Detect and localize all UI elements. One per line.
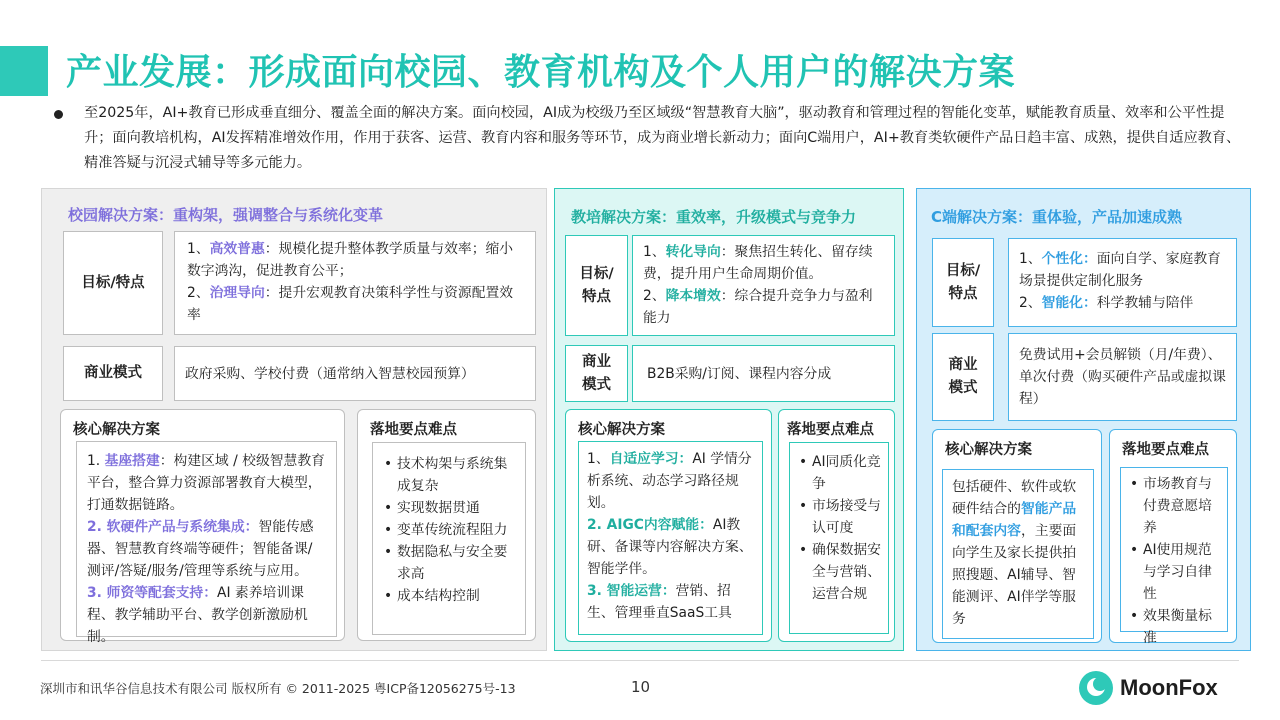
training-core-3-highlight: 3. 智能运营： <box>587 583 676 599</box>
campus-goal-2-text: ：提升宏观教育决策科学性与资源配置效率 <box>187 285 514 323</box>
bullet-icon <box>54 110 63 119</box>
moonfox-logo <box>1078 670 1218 706</box>
campus-core-1-prefix: 1. <box>87 453 105 469</box>
consumer-biz-text: 免费试用+会员解锁（月/年费）、单次付费（购买硬件产品或虚拟课程） <box>1008 333 1237 421</box>
training-goal-2-highlight: 降本增效 <box>665 288 721 304</box>
training-goal-label: 目标/特点 <box>565 235 628 336</box>
consumer-core-title: 核心解决方案 <box>945 442 1032 458</box>
training-core-title: 核心解决方案 <box>578 422 665 438</box>
campus-core-3-text: AI 素养培训课程、教学辅助平台、教学创新激励机制。 <box>87 585 308 645</box>
consumer-goal-1-prefix: 1、 <box>1019 251 1042 267</box>
campus-core-2-highlight: 2. 软硬件产品与系统集成： <box>87 519 259 535</box>
campus-solution-column <box>41 188 547 651</box>
consumer-goal-2-highlight: 智能化： <box>1041 295 1097 311</box>
page-number: 10 <box>631 678 651 696</box>
brand-name: MoonFox <box>1120 675 1218 700</box>
consumer-core-box <box>942 469 1094 639</box>
campus-goal-1-prefix: 1、 <box>187 241 210 257</box>
consumer-heading: C端解决方案：重体验，产品加速成熟 <box>931 208 1183 226</box>
title-accent-bar <box>0 46 48 96</box>
campus-difficulty-item: • 技术构架与系统集成复杂 <box>381 453 517 497</box>
campus-difficulty-item: • 实现数据贯通 <box>381 497 517 519</box>
training-core-1-prefix: 1、 <box>587 451 610 467</box>
training-goal-1-highlight: 转化导向 <box>665 244 721 260</box>
consumer-difficulty-title: 落地要点难点 <box>1122 442 1209 458</box>
campus-goal-2-prefix: 2、 <box>187 285 210 301</box>
training-difficulty-item: • 市场接受与认可度 <box>796 495 882 539</box>
campus-biz-text: 政府采购、学校付费（通常纳入智慧校园预算） <box>174 346 536 401</box>
training-goal-2-text: ：综合提升竞争力与盈利能力 <box>643 288 873 326</box>
consumer-goal-2-text: 科学教辅与陪伴 <box>1096 295 1194 311</box>
training-core-panel <box>565 409 772 642</box>
training-heading: 教培解决方案：重效率，升级模式与竞争力 <box>571 208 857 226</box>
campus-difficulty-box <box>372 442 526 635</box>
consumer-goal-1-text: 面向自学、家庭教育场景提供定制化服务 <box>1019 251 1221 289</box>
training-goal-text <box>632 235 895 336</box>
footer-divider <box>41 660 1239 661</box>
campus-heading: 校园解决方案：重构架，强调整合与系统化变革 <box>68 206 384 224</box>
training-difficulty-box <box>789 442 889 634</box>
training-core-1-text: AI 学情分析系统、动态学习路径规划。 <box>587 451 752 511</box>
campus-difficulty-item: • 成本结构控制 <box>381 585 517 607</box>
consumer-goal-2-prefix: 2、 <box>1019 295 1042 311</box>
campus-goal-text <box>174 231 536 335</box>
consumer-difficulty-box <box>1120 467 1228 646</box>
consumer-solution-column <box>916 188 1251 651</box>
consumer-difficulty-item: • 市场教育与付费意愿培养 <box>1127 473 1221 539</box>
campus-difficulty-title: 落地要点难点 <box>370 422 457 438</box>
training-core-2-text: AI教研、备课等内容解决方案、智能学伴。 <box>587 517 753 577</box>
consumer-goal-label: 目标/特点 <box>932 238 994 327</box>
copyright-text: 深圳市和讯华谷信息技术有限公司 版权所有 © 2011-2025 粤ICP备12056275号-13 <box>40 681 516 696</box>
campus-goal-1-text: ：规模化提升整体教学质量与效率；缩小数字鸿沟，促进教育公平； <box>187 241 514 279</box>
consumer-goal-text <box>1008 238 1237 327</box>
consumer-core-text-1: 包括硬件、软件或软硬件结合的 <box>952 479 1077 517</box>
campus-goal-1-highlight: 高效普惠 <box>209 241 265 257</box>
training-core-box <box>578 441 763 635</box>
training-goal-1-prefix: 1、 <box>643 244 666 260</box>
consumer-difficulty-item: • AI使用规范与学习自律性 <box>1127 539 1221 605</box>
campus-core-panel <box>60 409 345 645</box>
training-goal-1-text: ：聚焦招生转化、留存续费，提升用户生命周期价值。 <box>643 244 873 282</box>
training-difficulty-item: • AI同质化竞争 <box>796 451 882 495</box>
page-title: 产业发展：形成面向校园、教育机构及个人用户的解决方案 <box>66 52 1016 93</box>
training-goal-2-prefix: 2、 <box>643 288 666 304</box>
campus-core-3-highlight: 3. 师资等配套支持： <box>87 585 218 601</box>
training-biz-label: 商业模式 <box>565 345 628 402</box>
training-biz-text: B2B采购/订阅、课程内容分成 <box>632 345 895 402</box>
consumer-core-panel <box>932 429 1102 643</box>
intro-paragraph: 至2025年，AI+教育已形成垂直细分、覆盖全面的解决方案。面向校园，AI成为校级乃至区域级“智慧教育大脑”，驱动教育和管理过程的智能化变革，赋能教育质量、效率和公平性提升；面向教培机构，AI发挥精准增效作用，作用于获客、运营、教育内容和服务等环节，成为商业增长新动力；面向C端用户，AI+教育类软硬件产品日趋丰富、成熟，提供自适应教育、精准答疑与沉浸式辅导等多元能力。 <box>84 105 1241 171</box>
consumer-core-highlight: 智能产品和配套内容 <box>952 501 1077 539</box>
moonfox-logo-icon <box>1078 670 1114 706</box>
consumer-core-text-2: ，主要面向学生及家长提供拍照搜题、AI辅导、智能测评、AI伴学等服务 <box>952 523 1077 627</box>
campus-difficulty-panel <box>357 409 536 641</box>
consumer-goal-1-highlight: 个性化： <box>1041 251 1097 267</box>
training-core-2-highlight: 2. AIGC内容赋能： <box>587 517 713 533</box>
campus-difficulty-item: • 变革传统流程阻力 <box>381 519 517 541</box>
campus-core-1-highlight: 基座搭建 <box>104 453 160 469</box>
training-core-1-highlight: 自适应学习： <box>609 451 693 467</box>
campus-core-2-text: 智能传感器、智慧教育终端等硬件；智能备课/测评/答疑/服务/管理等系统与应用。 <box>87 519 314 579</box>
campus-goal-label: 目标/特点 <box>63 231 163 335</box>
campus-core-1-text: ：构建区域 / 校级智慧教育平台，整合算力资源部署教育大模型，打通数据链路。 <box>87 453 325 513</box>
consumer-difficulty-panel <box>1109 429 1237 646</box>
campus-core-box <box>76 441 337 645</box>
campus-biz-label: 商业模式 <box>63 346 163 401</box>
campus-difficulty-item: • 数据隐私与安全要求高 <box>381 541 517 585</box>
campus-goal-2-highlight: 治理导向 <box>209 285 265 301</box>
training-difficulty-item: • 确保数据安全与营销、运营合规 <box>796 539 882 605</box>
consumer-biz-label: 商业模式 <box>932 333 994 421</box>
training-difficulty-title: 落地要点难点 <box>787 422 874 438</box>
consumer-difficulty-item: • 效果衡量标准 <box>1127 605 1221 649</box>
training-core-3-text: 营销、招生、管理垂直SaaS工具 <box>587 583 732 621</box>
campus-core-title: 核心解决方案 <box>73 422 160 438</box>
training-solution-column <box>554 188 904 651</box>
training-difficulty-panel <box>778 409 895 642</box>
